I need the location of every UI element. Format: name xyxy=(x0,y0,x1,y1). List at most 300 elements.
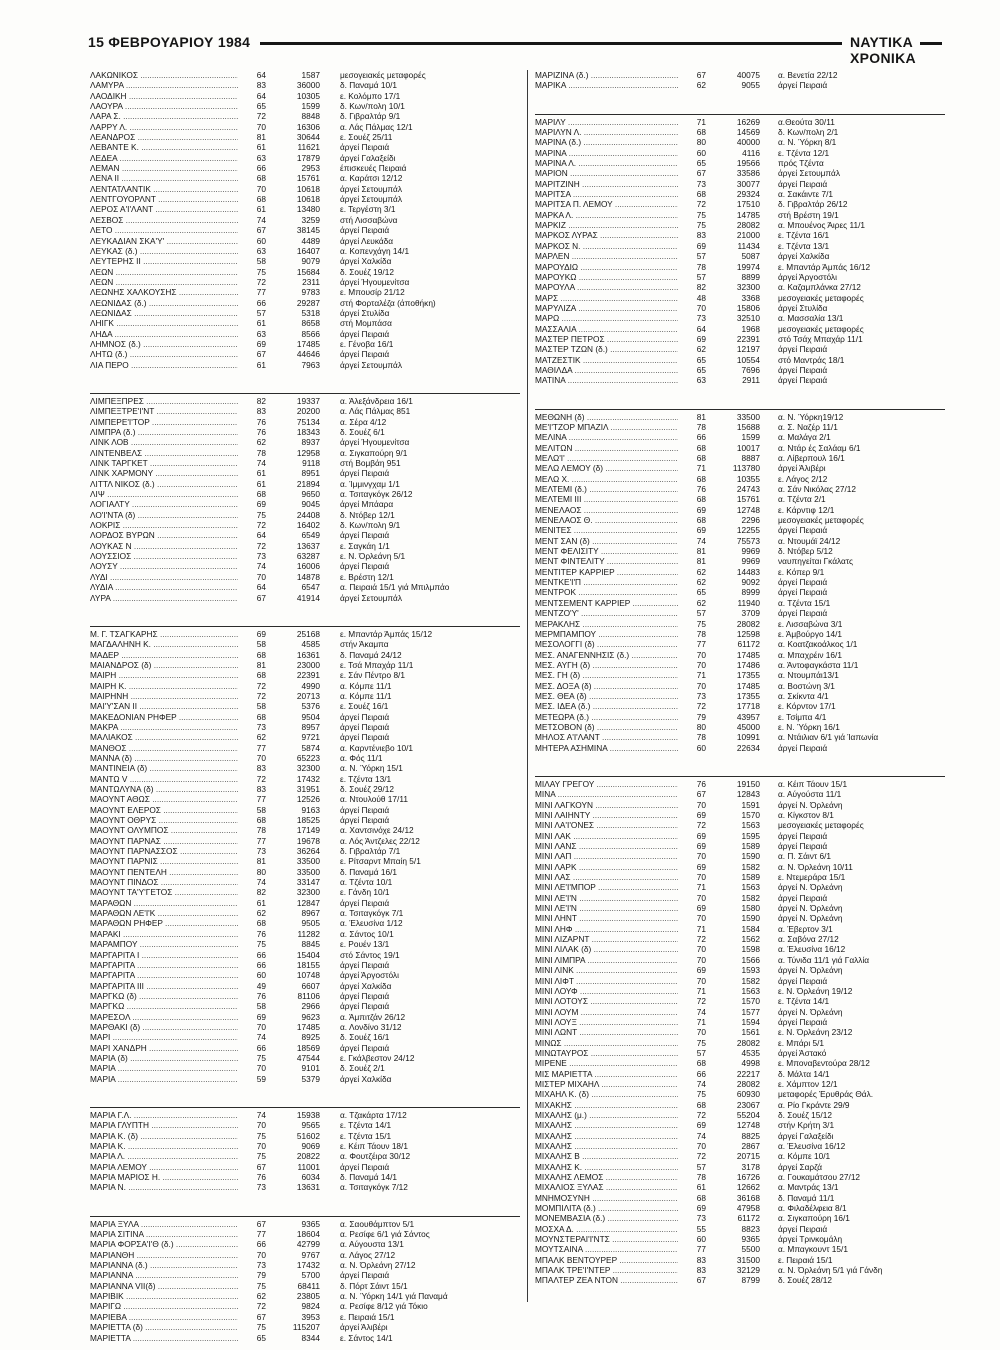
build-year: 66 xyxy=(256,1239,266,1250)
ship-name: ΜΙΝΙ ΛΙΜΠΡΑ ..... xyxy=(535,955,678,965)
tonnage: 23000 xyxy=(296,659,320,670)
ship-position: α. Ν. Ύόρκη 8/1 xyxy=(778,137,837,148)
ship-position: ε. Άμβούργο 14/1 xyxy=(778,628,843,639)
ship-position: άργεί Πειραιά xyxy=(340,804,390,815)
ship-row xyxy=(535,681,945,691)
ship-name: ΜΑΡΙΝΑ ..... xyxy=(535,148,678,158)
ship-position: δ. Πόρτ Σάιντ 15/1 xyxy=(340,1280,408,1291)
ship-position: ε. Μπάρι 5/1 xyxy=(778,1037,825,1048)
ship-name: ΛΕΣΒΟΣ ..... xyxy=(90,215,238,225)
ship-row xyxy=(90,406,520,416)
build-year: 68 xyxy=(696,515,706,526)
tonnage: 33500 xyxy=(296,856,320,867)
tonnage: 65223 xyxy=(296,752,320,763)
build-year: 65 xyxy=(256,1332,266,1343)
tonnage: 1968 xyxy=(741,323,760,334)
ship-row xyxy=(90,898,520,908)
ship-row xyxy=(90,753,520,763)
tonnage: 6547 xyxy=(301,582,320,593)
ship-position: άργεί Πειραιά xyxy=(340,721,390,732)
tonnage: 8999 xyxy=(741,587,760,598)
ship-name: ΜΑΡΙΑΝΝΑ ..... xyxy=(90,1270,238,1280)
ship-name: ΜΑΡΙΓΩ ..... xyxy=(90,1301,238,1311)
build-year: 67 xyxy=(256,592,266,603)
tonnage: 5318 xyxy=(301,307,320,318)
ship-name: ΜΑΡΙΟΝ ..... xyxy=(535,168,678,178)
ship-row xyxy=(90,1162,520,1172)
ship-name: ΛΑΚΩΝΙΚΟΣ ..... xyxy=(90,70,238,80)
ship-row xyxy=(535,463,945,473)
ship-row xyxy=(90,929,520,939)
build-year: 63 xyxy=(256,152,266,163)
tonnage: 19337 xyxy=(296,395,320,406)
ship-position: άργεί Πειραιά xyxy=(778,364,828,375)
ship-position: α. Φουτζέιρα 30/12 xyxy=(340,1151,411,1162)
tonnage: 1570 xyxy=(741,810,760,820)
group-rule xyxy=(90,1216,520,1217)
build-year: 75 xyxy=(256,1052,266,1063)
build-year: 58 xyxy=(256,256,266,267)
ship-row xyxy=(535,1100,945,1110)
ship-position: άργεί Πειραιά xyxy=(340,897,390,908)
ship-position: ε. Ν. Ύόρκη 16/1 xyxy=(778,721,840,732)
build-year: 72 xyxy=(256,276,266,287)
ship-position: στό Σάντος 19/1 xyxy=(340,949,400,960)
build-year: 83 xyxy=(696,1265,706,1276)
tonnage: 12958 xyxy=(296,447,320,458)
build-year: 76 xyxy=(256,1172,266,1183)
ship-row xyxy=(90,650,520,660)
tonnage: 8899 xyxy=(741,271,760,282)
ship-name: ΛΑΟΥΡΑ ..... xyxy=(90,101,238,111)
tonnage: 38145 xyxy=(296,225,320,236)
tonnage: 10355 xyxy=(736,473,760,484)
build-year: 77 xyxy=(696,1244,706,1255)
ship-name: ΛΗΤΩ (δ.) ..... xyxy=(90,349,238,359)
build-year: 79 xyxy=(696,711,706,722)
ship-position: ε. Κόρντον 17/1 xyxy=(778,701,836,712)
build-year: 70 xyxy=(696,944,706,955)
build-year: 68 xyxy=(696,473,706,484)
ship-row xyxy=(535,251,945,261)
build-year: 81 xyxy=(696,546,706,557)
ship-row xyxy=(535,577,945,587)
ship-row xyxy=(535,148,945,158)
ship-name: ΛΙΜΠΡΑ (δ.) ..... xyxy=(90,427,238,437)
ship-row xyxy=(90,1151,520,1161)
tonnage: 1594 xyxy=(741,1016,760,1027)
ship-name: ΜΑΡΙΑΝΘΗ ..... xyxy=(90,1250,238,1260)
ship-position: α. Κοπενχάγη 14/1 xyxy=(340,245,410,256)
ship-row xyxy=(535,1275,945,1285)
build-year: 62 xyxy=(256,437,266,448)
build-year: 60 xyxy=(256,235,266,246)
ship-position: α. Βοστώνη 3/1 xyxy=(778,680,835,691)
ship-position: ε. Μπαντάρ Άμπάς 16/12 xyxy=(778,261,871,272)
ship-position: α. Έλευσίνα 16/12 xyxy=(778,1141,846,1151)
tonnage: 18155 xyxy=(296,959,320,970)
build-year: 77 xyxy=(256,287,266,298)
ship-position: άργεί Μπάαρα xyxy=(340,499,394,510)
ship-name: ΜΕΣ. ΙΔΕΑ (δ.) ..... xyxy=(535,701,678,711)
tonnage: 33586 xyxy=(736,168,760,179)
tonnage: 20715 xyxy=(736,1151,760,1162)
ship-name: ΛΟ'Ι'ΝΤΑ (δ) ..... xyxy=(90,510,238,520)
tonnage: 75573 xyxy=(736,535,760,546)
ship-group xyxy=(90,70,520,370)
ship-name: ΛΕΩΝ ..... xyxy=(90,267,238,277)
build-year: 67 xyxy=(256,349,266,360)
ship-row xyxy=(535,619,945,629)
tonnage: 1589 xyxy=(741,872,760,883)
ship-row xyxy=(535,474,945,484)
ship-name: ΜΑΘΙΛΔΑ ..... xyxy=(535,365,678,375)
tonnage: 4535 xyxy=(741,1047,760,1058)
ship-name: ΛΟΚΡΙΣ ..... xyxy=(90,520,238,530)
ship-name: ΜΑΡΩ ..... xyxy=(535,313,678,323)
ship-row xyxy=(90,572,520,582)
ship-group xyxy=(535,114,945,386)
ship-row xyxy=(535,670,945,680)
ship-list-column-left xyxy=(90,70,520,1343)
ship-row xyxy=(535,210,945,220)
group-rule xyxy=(90,626,520,627)
build-year: 69 xyxy=(256,1011,266,1022)
ship-position: α. Ντάρ ές Σαλάαμ 6/1 xyxy=(778,442,861,453)
ship-position: α. Ρεσίφε 6/1 γιά Σάντος xyxy=(340,1229,430,1240)
ship-name: ΛΙΝΚ ΧΑΡΜΟΝΥ ..... xyxy=(90,468,238,478)
ship-row xyxy=(535,1131,945,1141)
ship-name: ΜΑΙΑΝΔΡΟΣ (δ) ..... xyxy=(90,660,238,670)
ship-name: ΜΑΡΑΘΩΝ ΡΗΦΕΡ ..... xyxy=(90,918,238,928)
tonnage: 21894 xyxy=(296,478,320,489)
ship-row xyxy=(535,1182,945,1192)
tonnage: 36168 xyxy=(736,1192,760,1203)
ship-row xyxy=(535,660,945,670)
ship-name: ΜΠΑΛΚ ΤΡΕ'Ι'ΝΤΕΡ ..... xyxy=(535,1265,678,1275)
ship-name: ΜΕΛΙΝΑ ..... xyxy=(535,432,678,442)
tonnage: 2966 xyxy=(301,1001,320,1012)
ship-row xyxy=(535,230,945,240)
ship-name: ΜΙΝΙ ΛΗΝΤ ..... xyxy=(535,913,678,923)
tonnage: 19150 xyxy=(736,778,760,789)
ship-name: ΜΙΝΙ ΛΟΥΜ ..... xyxy=(535,1007,678,1017)
ship-row xyxy=(90,805,520,815)
tonnage: 32300 xyxy=(736,282,760,293)
ship-row xyxy=(90,681,520,691)
ship-name: ΜΟΥΤΣΑΙΝΑ ..... xyxy=(535,1244,678,1254)
ship-row xyxy=(90,1281,520,1291)
ship-name: ΜΑΓΔΑΛΗΝΗ Κ. ..... xyxy=(90,639,238,649)
build-year: 74 xyxy=(256,877,266,888)
tonnage: 1580 xyxy=(741,903,760,914)
build-year: 83 xyxy=(256,763,266,774)
tonnage: 17355 xyxy=(736,670,760,681)
tonnage: 18569 xyxy=(296,1042,320,1053)
ship-position: ε. Μπαντάρ Άμπάς 15/12 xyxy=(340,628,433,639)
ship-row xyxy=(535,515,945,525)
build-year: 73 xyxy=(256,551,266,562)
build-year: 72 xyxy=(696,1109,706,1120)
ship-name: ΜΑΡΛΕΝ ..... xyxy=(535,251,678,261)
build-year: 70 xyxy=(256,1141,266,1151)
ship-name: ΜΝΗΜΟΣΥΝΗ ..... xyxy=(535,1193,678,1203)
build-year: 73 xyxy=(256,846,266,857)
ship-name: ΜΑΡΙΤΣΑ Π. ΛΕΜΟΥ ..... xyxy=(535,199,678,209)
ship-row xyxy=(535,536,945,546)
ship-group xyxy=(535,409,945,753)
ship-name: ΛΗΔΑ ..... xyxy=(90,329,238,339)
ship-position: άργεί Πειραιά xyxy=(340,328,390,339)
tonnage: 17432 xyxy=(296,1260,320,1271)
build-year: 64 xyxy=(256,582,266,593)
ship-row xyxy=(535,282,945,292)
tonnage: 15684 xyxy=(296,266,320,277)
build-year: 67 xyxy=(696,168,706,179)
ship-row xyxy=(90,939,520,949)
ship-position: α. Π. Σάιντ 6/1 xyxy=(778,851,832,862)
ship-row xyxy=(535,80,945,90)
tonnage: 18343 xyxy=(296,427,320,437)
ship-row xyxy=(535,1038,945,1048)
header-rule xyxy=(260,42,842,45)
ship-name: ΜΙΣΤΕΡ ΜΙΧΑΗΛ ..... xyxy=(535,1079,678,1089)
ship-position: άργεί Πειραιά xyxy=(778,742,828,753)
tonnage: 12662 xyxy=(736,1182,760,1193)
ship-position: άργεί Χαλκίδα xyxy=(778,251,830,262)
ship-name: ΜΙΝΙ ΛΙΝΚ ..... xyxy=(535,965,678,975)
ship-name: ΜΙΝΙ ΛΑΠ ..... xyxy=(535,851,678,861)
tonnage: 1591 xyxy=(741,799,760,810)
build-year: 72 xyxy=(256,690,266,701)
group-rule xyxy=(535,409,945,410)
ship-row xyxy=(90,318,520,328)
ship-row xyxy=(90,287,520,297)
ship-position: α. Χαντσινόχε 24/12 xyxy=(340,825,414,836)
tonnage: 29287 xyxy=(296,297,320,308)
ship-position: α. Σακάιντε 7/1 xyxy=(778,189,833,200)
build-year: 72 xyxy=(696,996,706,1007)
build-year: 75 xyxy=(696,618,706,629)
ship-row xyxy=(90,774,520,784)
ship-position: α. Σιγκαπούρη 9/1 xyxy=(340,447,408,458)
tonnage: 32510 xyxy=(736,313,760,324)
ship-name: ΜΑΡΟΥΔΙΩ ..... xyxy=(535,262,678,272)
ship-position: α. Σ. Ναζέρ 11/1 xyxy=(778,421,838,432)
ship-name: ΛΙΜΠΕΞΤΡΕ'Ι'ΝΤ ..... xyxy=(90,406,238,416)
ship-row xyxy=(90,1043,520,1053)
ship-position: ε. Σουέζ 25/11 xyxy=(340,132,393,143)
tonnage: 30644 xyxy=(296,132,320,143)
build-year: 58 xyxy=(256,1001,266,1012)
tonnage: 14878 xyxy=(296,571,320,582)
ship-row xyxy=(535,344,945,354)
ship-row xyxy=(90,132,520,142)
tonnage: 16306 xyxy=(296,121,320,132)
build-year: 74 xyxy=(256,1109,266,1120)
tonnage: 14569 xyxy=(736,127,760,138)
ship-position: στήν Κρήτη 3/1 xyxy=(778,1120,835,1131)
ship-name: ΜΙΧΑΛΗΣ Β ..... xyxy=(535,1151,678,1161)
ship-row xyxy=(90,215,520,225)
build-year: 76 xyxy=(696,778,706,789)
ship-row xyxy=(90,184,520,194)
ship-position: άργεί Πειραιά xyxy=(778,1016,828,1027)
ship-position: ε. Ν. Όρλεάνη 23/12 xyxy=(778,1027,853,1038)
build-year: 68 xyxy=(256,649,266,660)
tonnage: 10618 xyxy=(296,183,320,194)
ship-name: ΜΕ'Ι'ΤΖΟΡ ΜΠΑΖΙΛ ..... xyxy=(535,422,678,432)
ship-row xyxy=(535,546,945,556)
build-year: 63 xyxy=(696,375,706,386)
ship-name: ΜΕΝΤΙΤΕΡ ΚΑΡΡΙΕΡ ..... xyxy=(535,567,678,577)
build-year: 80 xyxy=(696,137,706,148)
build-year: 70 xyxy=(696,302,706,313)
build-year: 69 xyxy=(696,861,706,872)
ship-row xyxy=(535,189,945,199)
ship-position: άργεί Σετουμπάλ xyxy=(340,194,402,205)
ship-name: ΜΑΣΤΕΡ ΠΕΤΡΟΣ ..... xyxy=(535,334,678,344)
ship-row xyxy=(90,825,520,835)
tonnage: 10305 xyxy=(296,90,320,101)
tonnage: 1599 xyxy=(301,101,320,112)
build-year: 68 xyxy=(696,442,706,453)
ship-name: ΜΑΚΕΔΟΝΙΑΝ ΡΗΦΕΡ ..... xyxy=(90,712,238,722)
ship-position: άργεί Άργοστόλι xyxy=(340,970,399,981)
ship-name: ΜΙΝΩΤΑΥΡΟΣ ..... xyxy=(535,1048,678,1058)
ship-position: α. Ν. Ύόρκη 14/1 γιά Παναμά xyxy=(340,1291,448,1302)
build-year: 65 xyxy=(696,364,706,375)
build-year: 70 xyxy=(696,851,706,862)
ship-position: ναυπηγείται Γκάλατς xyxy=(778,556,854,567)
ship-row xyxy=(535,1151,945,1161)
tonnage: 6034 xyxy=(301,1172,320,1183)
tonnage: 10554 xyxy=(736,354,760,365)
ship-position: στό Τσάχ Μπαχάρ 11/1 xyxy=(778,333,863,344)
ship-name: ΜΑΡΙΑ ΣΙΤΙΝΑ ..... xyxy=(90,1229,238,1239)
ship-name: ΜΑΝΤΙΝΕΙΑ (δ) ..... xyxy=(90,763,238,773)
build-year: 78 xyxy=(696,261,706,272)
ship-position: ε. Ν. Όρλεάνη 5/1 xyxy=(340,551,406,562)
build-year: 49 xyxy=(256,980,266,991)
ship-name: ΜΕΛΤΕΜΙ ΙΙΙ ..... xyxy=(535,494,678,504)
ship-row xyxy=(535,334,945,344)
build-year: 64 xyxy=(256,530,266,541)
tonnage: 32300 xyxy=(296,763,320,774)
ship-position: άργεί Ν. Όρλεάνη xyxy=(778,799,843,810)
ship-position: α. Καράτσι 12/12 xyxy=(340,173,403,184)
build-year: 66 xyxy=(256,297,266,308)
ship-row xyxy=(90,1322,520,1332)
build-year: 78 xyxy=(256,825,266,836)
ship-row xyxy=(90,784,520,794)
ship-name: ΜΑΡΙΖΙΝΑ (δ.) ..... xyxy=(535,70,678,80)
ship-row xyxy=(90,1012,520,1022)
ship-position: άργεί Πειραιά xyxy=(340,225,390,236)
ship-position: α. Τύνιδα 11/1 γιά Γαλλία xyxy=(778,954,870,965)
ship-name: ΜΑΡΑΘΩΝ ..... xyxy=(90,898,238,908)
ship-row xyxy=(535,986,945,996)
ship-name: ΜΕΛΤΕΜΙ (δ.) ..... xyxy=(535,484,678,494)
tonnage: 36264 xyxy=(296,846,320,857)
group-rule xyxy=(535,776,945,777)
build-year: 83 xyxy=(256,784,266,794)
ship-row xyxy=(535,484,945,494)
tonnage: 16006 xyxy=(296,561,320,572)
ship-row xyxy=(90,1022,520,1032)
tonnage: 29324 xyxy=(736,189,760,200)
ship-row xyxy=(90,1120,520,1130)
tonnage: 9118 xyxy=(302,458,320,469)
ship-row xyxy=(90,1260,520,1270)
ship-row xyxy=(90,551,520,561)
ship-row xyxy=(535,722,945,732)
build-year: 61 xyxy=(256,142,266,153)
ship-row xyxy=(90,225,520,235)
ship-row xyxy=(90,448,520,458)
ship-row xyxy=(535,365,945,375)
tonnage: 41914 xyxy=(296,592,320,603)
ship-position: ε. Τζέντα 13/1 xyxy=(778,240,830,251)
ship-row xyxy=(535,303,945,313)
build-year: 83 xyxy=(696,1254,706,1265)
ship-row xyxy=(90,1131,520,1141)
ship-position: α. Ντουμπάι13/1 xyxy=(778,670,839,681)
ship-position: άργεί Ήγουμενίτσα xyxy=(340,276,410,287)
ship-position: α. Κοατζακοάλκος 1/1 xyxy=(778,639,858,650)
ship-position: πρός Τζέντα xyxy=(778,158,824,169)
ship-position: άργεί Ν. Όρλεάνη xyxy=(778,965,843,976)
ship-name: ΜΑΡΓΑΡΙΤΑ ..... xyxy=(90,970,238,980)
tonnage: 28082 xyxy=(736,618,760,629)
ship-name: ΜΑΣΣΑΛΙΑ ..... xyxy=(535,324,678,334)
build-year: 62 xyxy=(256,1291,266,1302)
build-year: 69 xyxy=(696,1120,706,1131)
ship-row xyxy=(90,1110,520,1120)
ship-position: ε. Σουέζ 16/1 xyxy=(340,701,389,712)
ship-name: ΜΑΟΥΝΤ ΟΛΥΜΠΟΣ ..... xyxy=(90,825,238,835)
ship-name: ΜΙΝΙ ΛΕ'Ι'Ν ..... xyxy=(535,893,678,903)
ship-name: ΜΑΝΝΑ (δ) ..... xyxy=(90,753,238,763)
build-year: 60 xyxy=(256,970,266,981)
ship-row xyxy=(535,117,945,127)
ship-name: ΜΙΧΑΛΗΣ ..... xyxy=(535,1141,678,1151)
build-year: 66 xyxy=(256,1042,266,1053)
ship-list-column-right xyxy=(535,70,945,1286)
ship-position: μεσογειακές μεταφορές xyxy=(778,323,864,334)
ship-name: ΜΕΡΑΚΛΗΣ ..... xyxy=(535,619,678,629)
ship-row xyxy=(535,127,945,137)
ship-row xyxy=(90,1270,520,1280)
tonnage: 3953 xyxy=(301,1311,320,1322)
ship-position: α. Σαβόνα 27/12 xyxy=(778,934,839,945)
ship-position: μεσογειακές μεταφορές xyxy=(778,292,864,303)
ship-name: ΜΑΤΖΕΣΤΙΚ ..... xyxy=(535,355,678,365)
ship-position: ε. Τζέντα 16/1 xyxy=(778,230,830,241)
ship-row xyxy=(90,298,520,308)
build-year: 64 xyxy=(256,70,266,80)
ship-position: δ. Γιβραλτάρ 9/1 xyxy=(340,111,401,122)
ship-position: α. Κόμπε 11/1 xyxy=(340,690,392,701)
ship-name: ΜΑΡΙ ΧΑΝΔΡΗ ..... xyxy=(90,1043,238,1053)
ship-name: ΜΑΛΙΑΚΟΣ ..... xyxy=(90,732,238,742)
tonnage: 8967 xyxy=(301,908,320,919)
ship-row xyxy=(90,722,520,732)
tonnage: 31951 xyxy=(296,784,320,794)
ship-position: στή Φορταλέζα (άποθήκη) xyxy=(340,297,436,308)
tonnage: 47544 xyxy=(296,1052,320,1063)
ship-name: ΜΑΟΥΝΤ ΑΘΩΣ ..... xyxy=(90,794,238,804)
